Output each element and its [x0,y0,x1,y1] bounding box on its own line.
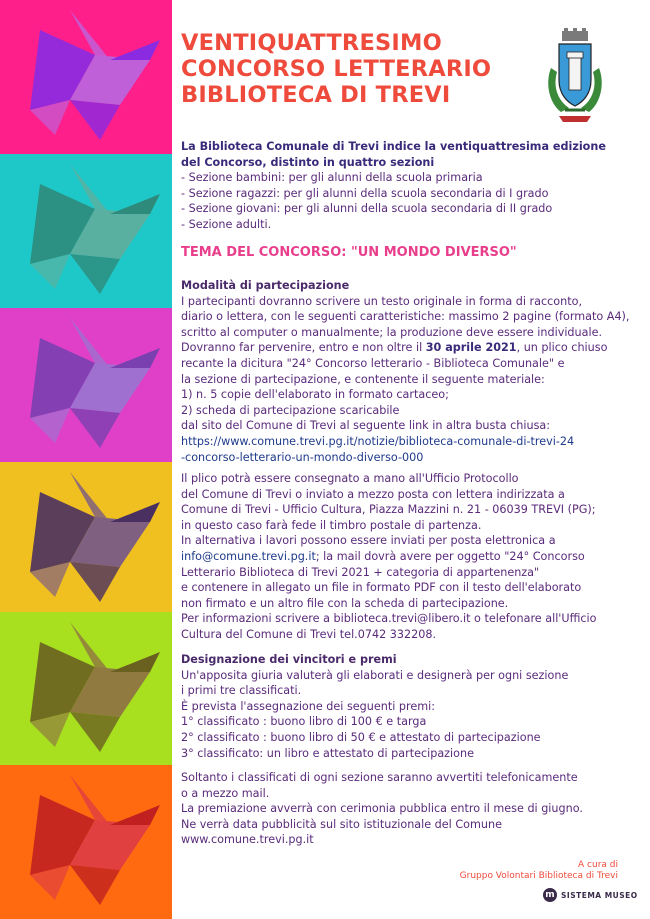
text-line: Letterario Biblioteca di Trevi 2021 + categoria di appartenenza" [181,565,540,579]
section-item-ragazzi: - Sezione ragazzi: per gli alunni della scuola secondaria di I grado [181,186,549,200]
section-item-adulti: - Sezione adulti. [181,217,272,231]
deadline-date: 30 aprile 2021 [425,341,517,355]
dove-panel-2 [0,154,172,308]
text-line: la sezione di partecipazione, e contenente il seguente materiale: [181,372,545,386]
text-line: in questo caso farà fede il timbro postale di partenza. [181,518,482,532]
text-line: i primi tre classificati. [181,684,302,698]
sistema-museo-logo [543,888,638,902]
coat-of-arms-icon [545,28,605,124]
dove-panel-5 [0,612,172,766]
text-line: In alternativa i lavori possono essere inviati per posta elettronica a [181,534,556,548]
title-line-2: CONCORSO LETTERARIO [181,56,492,82]
email-link[interactable]: info@comune.trevi.pg.it [181,549,316,563]
dove-panel-1 [0,0,172,154]
deadline-line [181,340,641,356]
section-item-bambini: - Sezione bambini: per gli alunni della scuola primaria [181,171,483,185]
origami-dove-icon [0,308,172,462]
text-line: I partecipanti dovranno scrivere un testo originale in forma di racconto, [181,294,583,308]
participation-heading: Modalità di partecipazione [181,279,350,292]
prize-third: 3° classificato: un libro e attestato di partecipazione [181,746,474,760]
text-line: Comune di Trevi - Ufficio Cultura, Piazza Mazzini n. 21 - 06039 TREVI (PG); [181,503,596,517]
dove-panel-6 [0,765,172,919]
origami-dove-icon [0,0,172,154]
text-line: 2) scheda di partecipazione scaricabile [181,403,400,417]
participation-section [181,278,641,465]
email-line [181,549,641,565]
prizes-section [181,652,641,761]
credit-line-1: A cura di [578,860,618,870]
prize-second: 2° classificato : buono libro di 50 € e attestato di partecipazione [181,730,541,744]
text-line: È prevista l'assegnazione dei seguenti premi: [181,699,435,713]
section-item-giovani: - Sezione giovani: per gli alunni della scuola secondaria di II grado [181,202,553,216]
text-line: o a mezzo mail. [181,786,270,800]
text-line: del Comune di Trevi o inviato a mezzo posta con lettera indirizzata a [181,487,565,501]
intro-lead-line-1: La Biblioteca Comunale di Trevi indice la ventiquattresima edizione [181,140,606,153]
text-line: e contenere in allegato un file in formato PDF con il testo dell'elaborato [181,581,582,595]
intro-lead-line-2: del Concorso, distinto in quattro sezioni [181,155,435,169]
text-line: non firmato e un altro file con la scheda di partecipazione. [181,596,509,610]
delivery-section [181,471,641,643]
sistema-museo-icon: m [543,888,557,902]
origami-dove-icon [0,765,172,919]
text-fragment: ; la mail dovrà avere per oggetto "24° Concorso [315,549,585,563]
form-link-continued[interactable]: -concorso-letterario-un-mondo-diverso-000 [181,450,424,464]
title-line-1: VENTIQUATTRESIMO [181,30,442,56]
decorative-strip [0,0,172,919]
text-line: Per informazioni scrivere a biblioteca.trevi@libero.it o telefonare all'Ufficio [181,612,597,626]
text-line: Cultura del Comune di Trevi tel.0742 332208. [181,627,437,641]
text-line: Un'apposita giuria valuterà gli elaborati e designerà per ogni sezione [181,668,569,682]
credit-block [460,860,618,882]
dove-panel-4 [0,462,172,616]
text-fragment: , un plico chiuso [516,341,608,355]
text-line: diario o lettera, con le seguenti caratteristiche: massimo 2 pagine (formato A4), [181,310,630,324]
website-link[interactable]: www.comune.trevi.pg.it [181,833,314,847]
credit-line-2: Gruppo Volontari Biblioteca di Trevi [459,871,618,881]
prize-first: 1° classificato : buono libro di 100 € e targa [181,715,427,729]
poster-title [181,30,541,108]
text-line: scritto al computer o manualmente; la produzione deve essere individuale. [181,325,603,339]
text-line: 1) n. 5 copie dell'elaborato in formato cartaceo; [181,388,449,402]
origami-dove-icon [0,154,172,308]
origami-dove-icon [0,462,172,616]
contest-theme: TEMA DEL CONCORSO: "UN MONDO DIVERSO" [181,245,517,260]
text-line: dal sito del Comune di Trevi al seguente link in altra busta chiusa: [181,419,551,433]
text-line: Ne verrà data pubblicità sul sito istituzionale del Comune [181,817,502,831]
final-notes [181,770,641,848]
dove-panel-3 [0,308,172,462]
text-fragment: Dovranno far pervenire, entro e non oltre il [181,341,426,355]
title-line-3: BIBLIOTECA DI TREVI [181,82,451,108]
prizes-heading: Designazione dei vincitori e premi [181,653,397,666]
origami-dove-icon [0,612,172,766]
form-link[interactable]: https://www.comune.trevi.pg.it/notizie/biblioteca-comunale-di-trevi-24 [181,434,575,448]
sistema-museo-label: SISTEMA MUSEO [561,890,638,900]
text-line: Il plico potrà essere consegnato a mano all'Ufficio Protocollo [181,472,519,485]
text-line: Soltanto i classificati di ogni sezione saranno avvertiti telefonicamente [181,771,578,784]
text-line: recante la dicitura "24° Concorso letterario - Biblioteca Comunale" e [181,356,565,370]
intro-block [181,139,641,233]
text-line: La premiazione avverrà con cerimonia pubblica entro il mese di giugno. [181,802,583,816]
